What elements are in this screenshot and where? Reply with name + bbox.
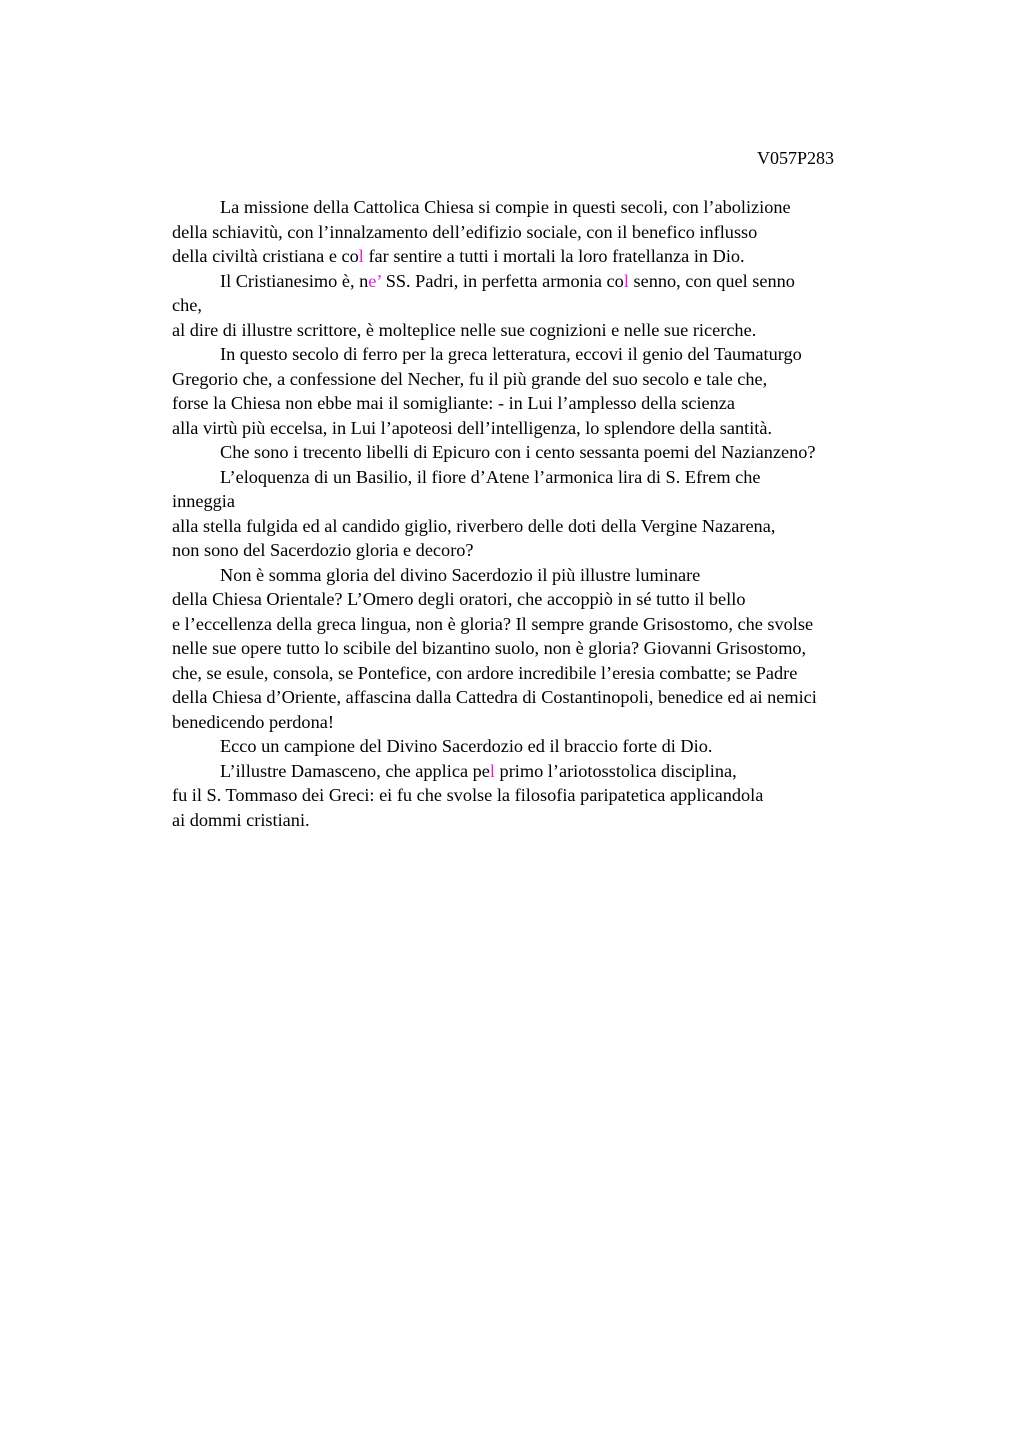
text-line: nelle sue opere tutto lo scibile del bizantino suolo, non è gloria? Giovanni Grisostomo, — [172, 638, 807, 658]
text-line: della Chiesa Orientale? L’Omero degli oratori, che accoppiò in sé tutto il bello — [172, 589, 746, 609]
highlighted-correction: l — [623, 270, 629, 291]
text-line: L’eloquenza di un Basilio, il fiore d’Atene l’armonica lira di S. Efrem che — [220, 466, 761, 487]
text-segment: far sentire a tutti i mortali la loro fratellanza in Dio. — [363, 246, 745, 266]
text-segment: primo l’ariotosstolica disciplina, — [494, 760, 737, 781]
text-line: e l’eccellenza della greca lingua, non è gloria? Il sempre grande Grisostomo, che svolse — [172, 613, 814, 634]
highlighted-correction: l — [358, 246, 364, 266]
text-line: alla stella fulgida ed al candido giglio, riverbero delle doti della Vergine Nazarena, — [172, 515, 776, 536]
text-segment: senno, con quel senno — [628, 270, 795, 291]
text-line — [172, 269, 932, 294]
text-line: alla virtù più eccelsa, in Lui l’apoteosi dell’intelligenza, lo splendore della santità. — [172, 417, 773, 438]
text-line: Che sono i trecento libelli di Epicuro con i cento sessanta poemi del Nazianzeno? — [220, 442, 816, 462]
text-line: In questo secolo di ferro per la greca letteratura, eccovi il genio del Taumaturgo — [220, 344, 802, 364]
text-line: Ecco un campione del Divino Sacerdozio ed il braccio forte di Dio. — [220, 736, 713, 756]
text-line: Gregorio che, a confessione del Necher, fu il più grande del suo secolo e tale che, — [172, 368, 768, 389]
text-line — [172, 759, 932, 784]
text-line: della schiavitù, con l’innalzamento dell’edifizio sociale, con il benefico influsso — [172, 221, 758, 242]
text-segment: L’illustre Damasceno, che applica pe — [220, 760, 490, 781]
text-line: Non è somma gloria del divino Sacerdozio il più illustre luminare — [220, 564, 701, 585]
text-line: fu il S. Tommaso dei Greci: ei fu che svolse la filosofia paripatetica applicandola — [172, 785, 764, 805]
text-line: ai dommi cristiani. — [172, 809, 310, 830]
text-line: forse la Chiesa non ebbe mai il somigliante: - in Lui l’amplesso della scienza — [172, 393, 736, 413]
highlighted-correction: e’ — [368, 270, 382, 291]
text-line: al dire di illustre scrittore, è molteplice nelle sue cognizioni e nelle sue ricerche. — [172, 319, 757, 340]
highlighted-correction: l — [489, 760, 495, 781]
text-segment: della civiltà cristiana e co — [172, 246, 359, 266]
text-line: benedicendo perdona! — [172, 711, 334, 732]
text-line: La missione della Cattolica Chiesa si compie in questi secoli, con l’abolizione — [220, 197, 791, 217]
text-line: non sono del Sacerdozio gloria e decoro? — [172, 540, 474, 560]
text-line: inneggia — [172, 491, 235, 511]
page-identifier: V057P283 — [757, 148, 835, 168]
text-line: che, — [172, 295, 202, 315]
document-body — [172, 195, 932, 832]
text-line: che, se esule, consola, se Pontefice, con ardore incredibile l’eresia combatte; se Padre — [172, 662, 798, 683]
text-line — [172, 244, 932, 269]
text-line: della Chiesa d’Oriente, affascina dalla Cattedra di Costantinopoli, benedice ed ai nemici — [172, 687, 817, 707]
text-segment: SS. Padri, in perfetta armonia co — [381, 270, 624, 291]
text-segment: Il Cristianesimo è, n — [220, 270, 369, 291]
